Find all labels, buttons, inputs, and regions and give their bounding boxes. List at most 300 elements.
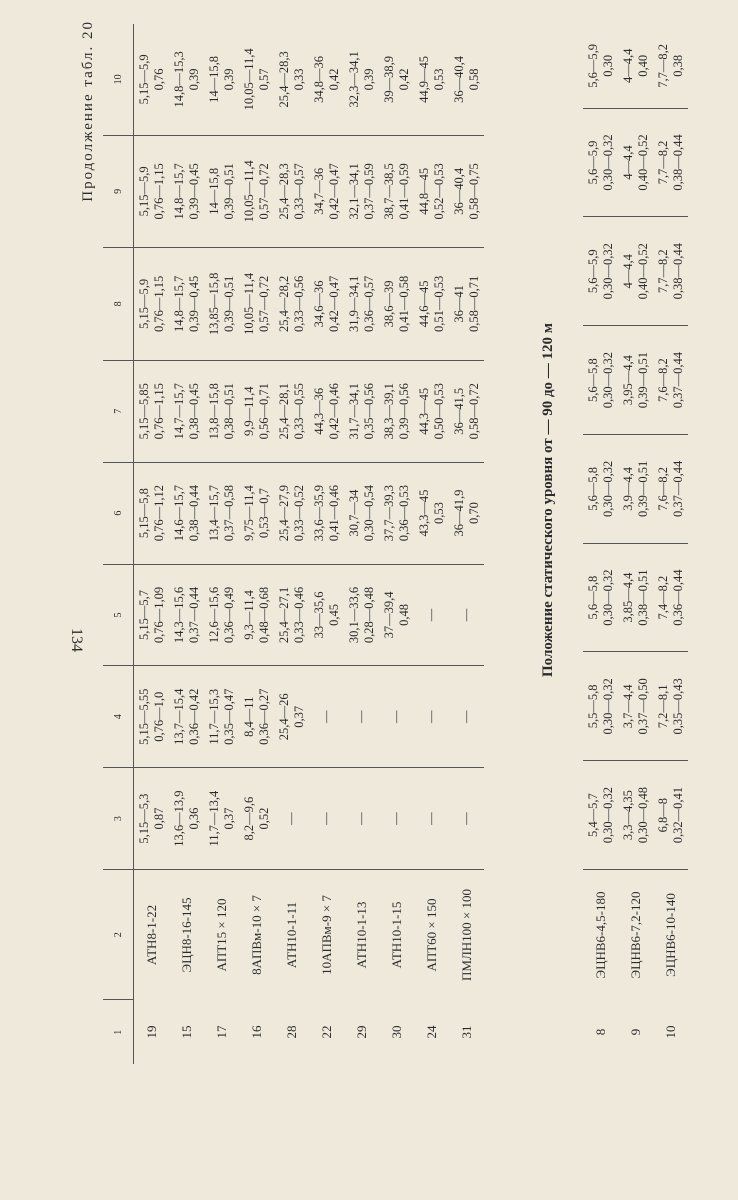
value-cell — [239, 462, 274, 564]
value-cell — [134, 135, 170, 247]
pump-name: АТН8-1-22 — [144, 904, 159, 966]
value-cell — [344, 24, 379, 135]
coef-value: 0,39—0,51 — [635, 460, 650, 517]
coef-value: 0,58—0,71 — [466, 275, 481, 333]
range-value: 38,7—38,5 — [381, 163, 396, 220]
range-value: 34,6—36 — [311, 280, 326, 328]
value-cell — [204, 247, 239, 360]
coef-value: 0,48 — [396, 604, 411, 626]
range-value: 5,6—5,8 — [585, 358, 600, 402]
value-cell — [653, 761, 688, 870]
range-value: 5,5—5,8 — [585, 684, 600, 729]
range-value: — — [389, 710, 403, 724]
range-value: 36—40,4 — [451, 167, 466, 215]
coef-value: 0,41—0,58 — [396, 275, 411, 333]
value-cell — [239, 135, 274, 247]
coef-value: 0,76—1,0 — [151, 691, 166, 742]
range-value: 12,6—15,6 — [206, 586, 221, 644]
col-num: 9 — [103, 135, 134, 247]
coef-value: 0,30—0,32 — [600, 678, 615, 735]
range-value: 34,7—36 — [311, 167, 326, 215]
coef-value: 0,39—0,51 — [221, 163, 236, 220]
value-cell — [379, 247, 414, 360]
range-value: 25,4—28,3 — [276, 163, 291, 220]
value-cell — [169, 666, 204, 768]
pump-name: 10АПВм-9 × 7 — [319, 895, 334, 975]
section-title: Положение статического уровня от — 90 до — 120 м — [540, 322, 556, 678]
range-value: 5,4—5,7 — [585, 793, 600, 837]
col-num: 2 — [103, 870, 134, 1001]
value-cell — [379, 360, 414, 462]
coef-value: 0,36—0,42 — [186, 688, 201, 745]
value-cell — [134, 768, 170, 870]
value-cell — [169, 135, 204, 247]
range-value: 5,15—5,7 — [136, 589, 151, 640]
range-value: 31,7—34,1 — [346, 383, 361, 440]
value-cell — [583, 652, 618, 761]
range-value: 31,9—34,1 — [346, 275, 361, 333]
coef-value: 0,76—1,15 — [151, 275, 166, 333]
value-cell — [204, 666, 239, 768]
value-cell — [379, 564, 414, 666]
range-value: 5,15—5,55 — [136, 688, 151, 745]
coef-value: 0,37—0,50 — [635, 678, 650, 735]
range-value: 44,9—45 — [416, 55, 431, 103]
coef-value: 0,53 — [431, 502, 446, 525]
value-cell — [309, 247, 344, 360]
value-cell — [344, 666, 379, 768]
coef-value: 0,35—0,43 — [670, 678, 685, 735]
table-row — [169, 24, 204, 1064]
row-index: 15 — [179, 1025, 194, 1039]
coef-value: 0,36—0,49 — [221, 586, 236, 644]
pump-name: ЭЦНВ6-7,2-120 — [628, 891, 643, 979]
value-cell — [274, 24, 309, 135]
value-cell — [653, 217, 688, 326]
range-value: 4—4,4 — [620, 145, 635, 180]
value-cell — [239, 564, 274, 666]
range-value: 9,9—11,4 — [241, 386, 256, 437]
range-value: 32,1—34,1 — [346, 163, 361, 220]
pump-name: АТН10-1-11 — [284, 901, 299, 969]
coef-value: 0,37—0,59 — [361, 163, 376, 220]
pump-name: АПТ15 × 120 — [214, 898, 229, 972]
range-value: 3,9—4,4 — [620, 466, 635, 511]
value-cell — [583, 761, 618, 870]
coef-value: 0,52—0,53 — [431, 163, 446, 220]
value-cell — [618, 108, 653, 217]
range-value: 4—4,4 — [620, 48, 635, 84]
row-index: 22 — [319, 1025, 334, 1039]
range-value: 10,05—11,4 — [241, 272, 256, 335]
table-row — [239, 24, 274, 1064]
range-value: 5,15—5,9 — [136, 54, 151, 105]
value-cell — [239, 666, 274, 768]
value-cell — [309, 564, 344, 666]
value-cell — [583, 24, 618, 108]
range-value: — — [459, 710, 473, 724]
coef-value: 0,37—0,58 — [221, 484, 236, 542]
row-index: 10 — [663, 1025, 678, 1039]
value-cell — [204, 135, 239, 247]
col-num: 5 — [103, 564, 134, 666]
value-cell — [204, 462, 239, 564]
coef-value: 0,30—0,48 — [635, 787, 650, 844]
range-value: 14,7—15,7 — [171, 383, 186, 440]
second-table — [583, 24, 688, 1064]
coef-value: 0,30—0,32 — [600, 351, 615, 409]
value-cell — [134, 666, 170, 768]
coef-value: 0,32—0,41 — [670, 787, 685, 844]
pump-name: ПМЛН100 × 100 — [459, 889, 474, 981]
row-index: 8 — [593, 1028, 608, 1036]
coef-value: 0,57—0,72 — [256, 163, 271, 220]
value-cell — [344, 768, 379, 870]
range-value: 30,7—34 — [346, 489, 361, 537]
range-value: 25,4—26 — [276, 693, 291, 741]
range-value: — — [319, 812, 333, 825]
range-value: — — [389, 812, 403, 825]
value-cell — [239, 247, 274, 360]
range-value: 38,6—39 — [381, 280, 396, 328]
range-value: 34,8—36 — [311, 55, 326, 103]
value-cell — [344, 135, 379, 247]
value-cell — [134, 24, 170, 135]
range-value: 5,15—5,85 — [136, 383, 151, 440]
range-value: 36—40,4 — [451, 55, 466, 103]
coef-value: 0,76—1,09 — [151, 586, 166, 644]
coef-value: 0,30—0,54 — [361, 484, 376, 542]
value-cell — [169, 564, 204, 666]
value-cell — [379, 24, 414, 135]
value-cell — [344, 247, 379, 360]
value-cell — [414, 462, 449, 564]
coef-value: 0,33—0,56 — [291, 275, 306, 333]
value-cell — [618, 326, 653, 435]
value-cell — [449, 24, 484, 135]
value-cell — [618, 652, 653, 761]
range-value: 3,7—4,4 — [620, 684, 635, 729]
range-value: — — [424, 710, 438, 724]
value-cell — [274, 564, 309, 666]
range-value: 5,15—5,9 — [136, 166, 151, 217]
range-value: 37—39,4 — [381, 591, 396, 639]
value-cell — [414, 666, 449, 768]
coef-value: 0,87 — [151, 807, 166, 830]
coef-value: 0,37 — [221, 807, 236, 830]
coef-value: 0,42—0,47 — [326, 163, 341, 220]
coef-value: 0,40—0,52 — [635, 243, 650, 300]
coef-value: 0,37—0,44 — [186, 586, 201, 644]
value-cell — [449, 135, 484, 247]
coef-value: 0,30—0,32 — [600, 569, 615, 626]
value-cell — [204, 24, 239, 135]
coef-value: 0,50—0,53 — [431, 383, 446, 440]
value-cell — [309, 462, 344, 564]
row-index: 9 — [628, 1028, 643, 1036]
range-value: — — [424, 608, 438, 622]
coef-value: 0,37 — [291, 705, 306, 728]
coef-value: 0,28—0,48 — [361, 586, 376, 644]
range-value: 7,7—8,2 — [655, 140, 670, 185]
coef-value: 0,41—0,59 — [396, 163, 411, 220]
range-value: 6,8—8 — [655, 797, 670, 833]
range-value: — — [459, 608, 473, 622]
value-cell — [618, 434, 653, 543]
coef-value: 0,39—0,51 — [635, 351, 650, 409]
value-cell — [414, 24, 449, 135]
coef-value: 0,36—0,27 — [256, 688, 271, 745]
table-row — [204, 24, 239, 1064]
coef-value: 0,38—0,44 — [670, 243, 685, 300]
coef-value: 0,39—0,56 — [396, 383, 411, 440]
table-row — [134, 24, 170, 1064]
value-cell — [379, 666, 414, 768]
coef-value: 0,51—0,53 — [431, 275, 446, 333]
coef-value: 0,57—0,72 — [256, 275, 271, 333]
value-cell — [653, 543, 688, 652]
range-value: 13,7—15,4 — [171, 688, 186, 745]
coef-value: 0,30—0,32 — [600, 243, 615, 300]
col-num: 7 — [103, 360, 134, 462]
table-row — [274, 24, 309, 1064]
pump-name: ЭЦН8-16-145 — [179, 897, 194, 973]
coef-value: 0,53 — [431, 68, 446, 91]
range-value: — — [354, 710, 368, 724]
range-value: — — [459, 812, 473, 825]
value-cell — [414, 360, 449, 462]
range-value: 44,6—45 — [416, 280, 431, 328]
value-cell — [169, 24, 204, 135]
table-row — [309, 24, 344, 1064]
coef-value: 0,35—0,47 — [221, 688, 236, 745]
range-value: 25,4—28,2 — [276, 275, 291, 333]
coef-value: 0,36—0,44 — [670, 569, 685, 626]
row-index: 31 — [459, 1025, 474, 1039]
range-value: 33—35,6 — [311, 591, 326, 639]
value-cell — [274, 768, 309, 870]
range-value: 7,6—8,2 — [655, 466, 670, 511]
range-value: 14,8—15,3 — [171, 51, 186, 108]
coef-value: 0,48—0,68 — [256, 586, 271, 644]
value-cell — [344, 564, 379, 666]
range-value: 43,3—45 — [416, 489, 431, 537]
value-cell — [274, 462, 309, 564]
coef-value: 0,39 — [221, 68, 236, 91]
range-value: — — [424, 812, 438, 825]
value-cell — [239, 24, 274, 135]
coef-value: 0,33 — [291, 68, 306, 91]
col-num: 4 — [103, 666, 134, 768]
value-cell — [309, 360, 344, 462]
value-cell — [309, 135, 344, 247]
col-num: 10 — [103, 24, 134, 135]
range-value: 5,15—5,9 — [136, 278, 151, 329]
coef-value: 0,38—0,51 — [635, 569, 650, 626]
range-value: 44,3—45 — [416, 387, 431, 435]
value-cell — [414, 564, 449, 666]
value-cell — [583, 108, 618, 217]
main-table — [103, 24, 484, 1064]
range-value: 13,8—15,8 — [206, 383, 221, 440]
coef-value: 0,40—0,52 — [635, 134, 650, 191]
range-value: 13,85—15,8 — [206, 272, 221, 336]
value-cell — [169, 360, 204, 462]
range-value: 44,3—36 — [311, 387, 326, 435]
range-value: 7,2—8,1 — [655, 684, 670, 729]
range-value: 13,4—15,7 — [206, 484, 221, 542]
value-cell — [134, 247, 170, 360]
table-row — [583, 24, 618, 1064]
coef-value: 0,76—1,15 — [151, 163, 166, 220]
range-value: 3,3—4,35 — [620, 790, 635, 841]
range-value: 10,05—11,4 — [241, 48, 256, 111]
value-cell — [309, 666, 344, 768]
coef-value: 0,36—0,53 — [396, 484, 411, 542]
value-cell — [653, 326, 688, 435]
range-value: 9,75—11,4 — [241, 485, 256, 541]
pump-name: АТН10-1-13 — [354, 901, 369, 969]
value-cell — [344, 360, 379, 462]
range-value: 5,15—5,8 — [136, 488, 151, 539]
range-value: 5,6—5,8 — [585, 466, 600, 511]
pump-name: АТН10-1-15 — [389, 901, 404, 969]
range-value: 10,05—11,4 — [241, 160, 256, 223]
coef-value: 0,41—0,46 — [326, 484, 341, 542]
range-value: 7,6—8,2 — [655, 358, 670, 402]
value-cell — [618, 761, 653, 870]
value-cell — [274, 247, 309, 360]
range-value: 5,6—5,8 — [585, 575, 600, 620]
value-cell — [204, 768, 239, 870]
table-row — [414, 24, 449, 1064]
row-index: 16 — [249, 1025, 264, 1039]
range-value: 3,95—4,4 — [620, 355, 635, 406]
value-cell — [204, 360, 239, 462]
coef-value: 0,70 — [466, 502, 481, 525]
value-cell — [653, 24, 688, 108]
range-value: 13,6—13,9 — [171, 790, 186, 847]
range-value: 38,3—39,1 — [381, 383, 396, 440]
coef-value: 0,42—0,46 — [326, 383, 341, 440]
range-value: 33,6—35,9 — [311, 484, 326, 542]
value-cell — [309, 768, 344, 870]
coef-value: 0,38—0,45 — [186, 383, 201, 440]
range-value: 8,2—9,6 — [241, 796, 256, 841]
coef-value: 0,39—0,45 — [186, 163, 201, 220]
range-value: 30,1—33,6 — [346, 586, 361, 644]
coef-value: 0,30 — [600, 54, 615, 77]
coef-value: 0,38—0,44 — [186, 484, 201, 542]
value-cell — [449, 768, 484, 870]
value-cell — [414, 768, 449, 870]
value-cell — [239, 768, 274, 870]
coef-value: 0,76—1,15 — [151, 383, 166, 440]
coef-value: 0,53—0,7 — [256, 488, 271, 539]
value-cell — [169, 768, 204, 870]
range-value: 25,4—27,1 — [276, 586, 291, 644]
pump-name: ЭЦНВ6-10-140 — [663, 893, 678, 977]
value-cell — [583, 326, 618, 435]
value-cell — [653, 652, 688, 761]
coef-value: 0,58—0,72 — [466, 383, 481, 440]
table-row — [618, 24, 653, 1064]
coef-value: 0,39—0,51 — [221, 275, 236, 333]
value-cell — [239, 360, 274, 462]
value-cell — [169, 247, 204, 360]
col-num: 1 — [103, 1000, 134, 1064]
coef-value: 0,33—0,46 — [291, 586, 306, 644]
row-index: 29 — [354, 1025, 369, 1039]
range-value: 8,4—11 — [241, 696, 256, 737]
value-cell — [379, 135, 414, 247]
value-cell — [414, 247, 449, 360]
value-cell — [379, 768, 414, 870]
coef-value: 0,33—0,57 — [291, 163, 306, 220]
coef-value: 0,39 — [361, 68, 376, 91]
table-row — [379, 24, 414, 1064]
range-value: 44,8—45 — [416, 167, 431, 215]
range-value: — — [284, 812, 298, 825]
row-index: 17 — [214, 1025, 229, 1039]
value-cell — [134, 360, 170, 462]
range-value: 39—38,9 — [381, 55, 396, 103]
coef-value: 0,36 — [186, 807, 201, 830]
coef-value: 0,42—0,47 — [326, 275, 341, 333]
coef-value: 0,38 — [670, 54, 685, 77]
coef-value: 0,38—0,51 — [221, 383, 236, 440]
range-value: 7,4—8,2 — [655, 575, 670, 620]
value-cell — [274, 360, 309, 462]
value-cell — [653, 434, 688, 543]
coef-value: 0,39 — [186, 68, 201, 91]
column-number-row — [103, 24, 134, 1064]
value-cell — [169, 462, 204, 564]
continuation-title: Продолжение табл. 20 — [80, 20, 96, 202]
pump-name: АПТ60 × 150 — [424, 898, 439, 972]
value-cell — [309, 24, 344, 135]
range-value: 25,4—28,3 — [276, 51, 291, 108]
col-num: 3 — [103, 768, 134, 870]
col-num: 8 — [103, 247, 134, 360]
coef-value: 0,37—0,44 — [670, 460, 685, 517]
range-value: 11,7—15,3 — [206, 688, 221, 745]
range-value: 5,15—5,3 — [136, 793, 151, 844]
range-value: 14,3—15,6 — [171, 586, 186, 644]
value-cell — [449, 564, 484, 666]
range-value: 14,8—15,7 — [171, 163, 186, 220]
row-index: 24 — [424, 1025, 439, 1039]
range-value: 14—15,8 — [206, 167, 221, 215]
coef-value: 0,45 — [326, 604, 341, 626]
coef-value: 0,58 — [466, 68, 481, 91]
value-cell — [618, 543, 653, 652]
value-cell — [414, 135, 449, 247]
value-cell — [344, 462, 379, 564]
row-index: 30 — [389, 1025, 404, 1039]
value-cell — [449, 462, 484, 564]
value-cell — [618, 24, 653, 108]
row-index: 19 — [144, 1025, 159, 1039]
range-value: 36—41,9 — [451, 489, 466, 537]
range-value: — — [354, 812, 368, 825]
coef-value: 0,36—0,57 — [361, 275, 376, 333]
coef-value: 0,56—0,71 — [256, 383, 271, 440]
page-number: 134 — [68, 628, 85, 652]
coef-value: 0,30—0,32 — [600, 460, 615, 517]
coef-value: 0,39—0,45 — [186, 275, 201, 333]
range-value: 14,6—15,7 — [171, 484, 186, 542]
